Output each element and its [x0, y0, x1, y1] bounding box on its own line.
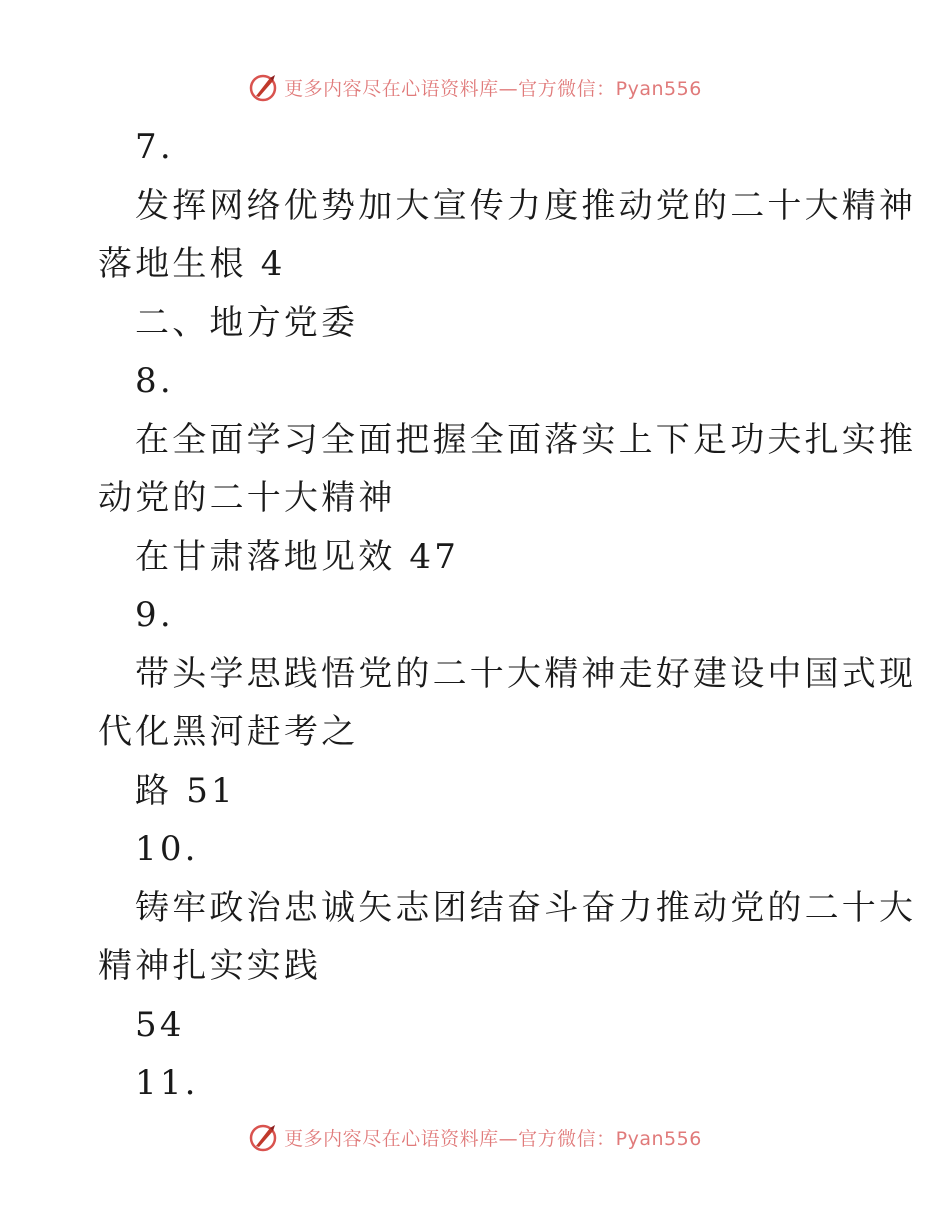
toc-line-2: 发挥网络优势加大宣传力度推动党的二十大精神	[135, 185, 917, 226]
toc-line-11: 代化黑河赶考之	[98, 712, 359, 752]
toc-line-9: 9.	[135, 595, 174, 635]
toc-line-16: 54	[135, 1004, 185, 1045]
document-body	[98, 118, 917, 1113]
quill-pen-logo-icon	[248, 72, 278, 102]
toc-line-17: 11.	[135, 1063, 199, 1103]
quill-pen-logo-icon	[248, 1122, 278, 1152]
toc-line-3: 落地生根 4	[98, 244, 286, 284]
toc-line-1: 7.	[135, 127, 174, 167]
toc-line-7: 动党的二十大精神	[98, 478, 396, 518]
section-heading: 二、地方党委	[135, 302, 359, 343]
toc-line-6: 在全面学习全面把握全面落实上下足功夫扎实推	[135, 419, 917, 460]
toc-line-15: 精神扎实实践	[98, 946, 322, 986]
toc-line-8: 在甘肃落地见效 47	[135, 536, 460, 577]
watermark-text: 更多内容尽在心语资料库—官方微信：Pyan556	[284, 77, 702, 100]
toc-line-12: 路 51	[135, 770, 236, 811]
toc-line-14: 铸牢政治忠诚矢志团结奋斗奋力推动党的二十大	[135, 887, 917, 928]
toc-line-13: 10.	[135, 829, 199, 869]
watermark-text: 更多内容尽在心语资料库—官方微信：Pyan556	[284, 1127, 702, 1150]
header-watermark	[0, 72, 950, 102]
toc-line-10: 带头学思践悟党的二十大精神走好建设中国式现	[135, 653, 917, 694]
toc-line-5: 8.	[135, 361, 174, 401]
footer-watermark	[0, 1122, 950, 1152]
